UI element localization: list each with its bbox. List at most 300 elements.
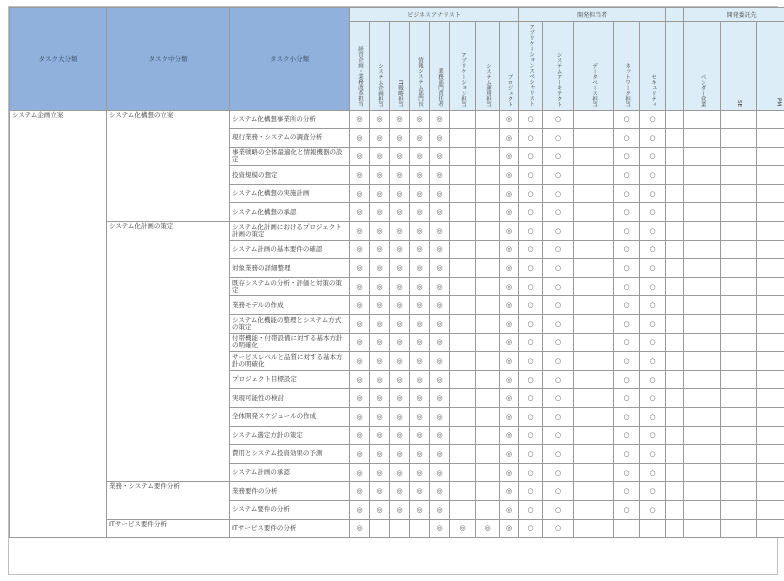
- mark-cell: [450, 110, 476, 129]
- mark-cell: ◎: [410, 389, 430, 408]
- mark-cell: [450, 129, 476, 148]
- mark-cell: ○: [519, 352, 543, 371]
- mark-cell: [476, 352, 500, 371]
- header-minor: タスク小分類: [230, 8, 350, 111]
- mark-cell: ○: [614, 110, 640, 129]
- mark-cell: ○: [543, 333, 574, 352]
- mark-cell: [721, 296, 757, 315]
- mark-cell: [574, 147, 614, 166]
- mark-cell: [721, 500, 757, 519]
- mark-cell: [574, 110, 614, 129]
- mark-cell: [666, 110, 684, 129]
- mark-cell: ◎: [500, 203, 519, 222]
- mark-cell: ◎: [410, 463, 430, 482]
- mark-cell: [721, 277, 757, 296]
- mark-cell: ○: [614, 500, 640, 519]
- mark-cell: ◎: [370, 110, 390, 129]
- mark-cell: [757, 519, 784, 538]
- mark-cell: ◎: [370, 500, 390, 519]
- mark-cell: ◎: [350, 277, 370, 296]
- vendor-col-1: [721, 22, 757, 111]
- mark-cell: ◎: [350, 352, 370, 371]
- mark-cell: ○: [640, 240, 666, 259]
- dev-col-4: [640, 22, 666, 111]
- mark-cell: [721, 110, 757, 129]
- mark-cell: ○: [519, 129, 543, 148]
- cell-minor: 対象業務の詳細整理: [230, 259, 350, 278]
- mark-cell: [684, 463, 721, 482]
- mark-cell: ◎: [370, 352, 390, 371]
- mark-cell: ○: [519, 240, 543, 259]
- mark-cell: ◎: [410, 426, 430, 445]
- mark-cell: [684, 240, 721, 259]
- business-col-3: [410, 22, 430, 111]
- mark-cell: ◎: [370, 426, 390, 445]
- mark-cell: ◎: [410, 222, 430, 241]
- mark-cell: ◎: [430, 315, 450, 334]
- mark-cell: [721, 184, 757, 203]
- mark-cell: [476, 445, 500, 464]
- mark-cell: [721, 333, 757, 352]
- mark-cell: [476, 203, 500, 222]
- mark-cell: ◎: [500, 166, 519, 185]
- mark-cell: ◎: [390, 482, 410, 501]
- mark-cell: ○: [519, 259, 543, 278]
- cell-minor: ITサービス要件の分析: [230, 519, 350, 538]
- mark-cell: ○: [543, 296, 574, 315]
- mark-cell: [757, 296, 784, 315]
- mark-cell: ○: [614, 408, 640, 427]
- mark-cell: [574, 352, 614, 371]
- mark-cell: ◎: [500, 296, 519, 315]
- mark-cell: ○: [640, 370, 666, 389]
- mark-cell: ○: [640, 315, 666, 334]
- mark-cell: [666, 463, 684, 482]
- mark-cell: [574, 426, 614, 445]
- mark-cell: [450, 482, 476, 501]
- mark-cell: ◎: [350, 445, 370, 464]
- cell-minor: システム化構想の承認: [230, 203, 350, 222]
- gap-col: [666, 22, 684, 111]
- mark-cell: ◎: [390, 147, 410, 166]
- cell-minor: システム化計画におけるプロジェクト計画の策定: [230, 222, 350, 241]
- mark-cell: [757, 352, 784, 371]
- mark-cell: ◎: [370, 333, 390, 352]
- mark-cell: ◎: [410, 277, 430, 296]
- mark-cell: [574, 500, 614, 519]
- cell-major: システム企画立案: [10, 110, 107, 538]
- mark-cell: [450, 315, 476, 334]
- mark-cell: [666, 482, 684, 501]
- mark-cell: [757, 222, 784, 241]
- mark-cell: [721, 203, 757, 222]
- mark-cell: ○: [519, 370, 543, 389]
- mark-cell: [757, 500, 784, 519]
- mark-cell: [721, 463, 757, 482]
- mark-cell: [476, 482, 500, 501]
- task-role-matrix: [9, 7, 784, 538]
- cell-minor: システム化構想の実施計画: [230, 184, 350, 203]
- mark-cell: [476, 147, 500, 166]
- mark-cell: ◎: [430, 147, 450, 166]
- mark-cell: ◎: [500, 240, 519, 259]
- mark-cell: ○: [614, 426, 640, 445]
- business-col-label: 業務部門責任者: [437, 68, 443, 107]
- mark-cell: ◎: [430, 370, 450, 389]
- mark-cell: ◎: [370, 184, 390, 203]
- mark-cell: [666, 352, 684, 371]
- mark-cell: [684, 184, 721, 203]
- mark-cell: ○: [543, 129, 574, 148]
- mark-cell: ◎: [370, 129, 390, 148]
- cell-minor: システム計画の基本要件の確認: [230, 240, 350, 259]
- mark-cell: [574, 333, 614, 352]
- dev-col-3: [614, 22, 640, 111]
- mark-cell: [666, 240, 684, 259]
- mark-cell: ◎: [430, 259, 450, 278]
- mark-cell: [684, 259, 721, 278]
- mark-cell: ◎: [370, 166, 390, 185]
- mark-cell: ◎: [390, 463, 410, 482]
- business-col-4: [430, 22, 450, 111]
- mark-cell: ◎: [390, 240, 410, 259]
- mark-cell: [476, 389, 500, 408]
- mark-cell: [574, 408, 614, 427]
- vendor-col-label: PM: [775, 98, 782, 107]
- mark-cell: ◎: [350, 500, 370, 519]
- mark-cell: ◎: [390, 184, 410, 203]
- mark-cell: [721, 445, 757, 464]
- mark-cell: ◎: [370, 203, 390, 222]
- mark-cell: [574, 277, 614, 296]
- mark-cell: [757, 426, 784, 445]
- header-middle: タスク中分類: [107, 8, 230, 111]
- mark-cell: ○: [640, 333, 666, 352]
- cell-minor: システム計画の承認: [230, 463, 350, 482]
- mark-cell: [684, 296, 721, 315]
- mark-cell: [574, 222, 614, 241]
- mark-cell: ◎: [350, 147, 370, 166]
- mark-cell: ◎: [500, 482, 519, 501]
- mark-cell: ○: [543, 222, 574, 241]
- mark-cell: ○: [543, 277, 574, 296]
- mark-cell: [684, 352, 721, 371]
- mark-cell: ◎: [350, 184, 370, 203]
- mark-cell: ◎: [390, 370, 410, 389]
- mark-cell: [476, 315, 500, 334]
- mark-cell: ◎: [430, 222, 450, 241]
- dev-col-label: アプリケーションスペシャリスト: [528, 24, 535, 107]
- business-col-2: [390, 22, 410, 111]
- mark-cell: [476, 277, 500, 296]
- mark-cell: ○: [519, 277, 543, 296]
- mark-cell: [684, 370, 721, 389]
- mark-cell: ◎: [410, 296, 430, 315]
- mark-cell: [574, 166, 614, 185]
- business-col-1: [370, 22, 390, 111]
- mark-cell: ○: [640, 110, 666, 129]
- dev-col-1: [543, 22, 574, 111]
- group-dev: 開発担当者: [519, 8, 666, 22]
- dev-col-label: セキュリティ: [650, 73, 657, 107]
- cell-minor: 業務モデルの作成: [230, 296, 350, 315]
- mark-cell: [450, 166, 476, 185]
- table-row: [10, 482, 784, 501]
- mark-cell: ○: [640, 259, 666, 278]
- mark-cell: ○: [519, 519, 543, 538]
- mark-cell: [757, 370, 784, 389]
- mark-cell: [684, 315, 721, 334]
- mark-cell: ◎: [390, 166, 410, 185]
- mark-cell: ◎: [390, 500, 410, 519]
- mark-cell: ○: [543, 389, 574, 408]
- mark-cell: ◎: [500, 147, 519, 166]
- business-col-label: 情報システム部門長: [417, 57, 423, 107]
- mark-cell: ◎: [390, 315, 410, 334]
- mark-cell: ◎: [390, 110, 410, 129]
- mark-cell: [666, 147, 684, 166]
- mark-cell: ○: [614, 129, 640, 148]
- mark-cell: ○: [519, 222, 543, 241]
- mark-cell: ○: [519, 500, 543, 519]
- mark-cell: ○: [614, 184, 640, 203]
- mark-cell: ◎: [370, 147, 390, 166]
- mark-cell: ○: [640, 203, 666, 222]
- mark-cell: [757, 333, 784, 352]
- mark-cell: ○: [640, 222, 666, 241]
- mark-cell: [666, 259, 684, 278]
- mark-cell: ◎: [430, 240, 450, 259]
- mark-cell: ◎: [430, 389, 450, 408]
- mark-cell: [666, 203, 684, 222]
- mark-cell: [684, 110, 721, 129]
- mark-cell: [757, 147, 784, 166]
- mark-cell: [574, 445, 614, 464]
- mark-cell: ◎: [430, 408, 450, 427]
- mark-cell: ◎: [350, 426, 370, 445]
- vendor-col-0: [684, 22, 721, 111]
- mark-cell: [757, 277, 784, 296]
- mark-cell: [476, 184, 500, 203]
- mark-cell: ◎: [410, 333, 430, 352]
- dev-col-label: システムアーキテクト: [555, 51, 562, 107]
- mark-cell: [450, 352, 476, 371]
- mark-cell: [476, 296, 500, 315]
- mark-cell: ◎: [500, 408, 519, 427]
- mark-cell: ◎: [410, 259, 430, 278]
- mark-cell: [476, 110, 500, 129]
- mark-cell: [721, 352, 757, 371]
- cell-minor: 投資規模の想定: [230, 166, 350, 185]
- cell-minor: システム化構想事業所の分析: [230, 110, 350, 129]
- cell-minor: システム要件の分析: [230, 500, 350, 519]
- mark-cell: [757, 110, 784, 129]
- cell-minor: システム化機能の整理とシステム方式の策定: [230, 315, 350, 334]
- mark-cell: ◎: [430, 463, 450, 482]
- mark-cell: ○: [543, 445, 574, 464]
- mark-cell: ○: [519, 482, 543, 501]
- mark-cell: [757, 463, 784, 482]
- mark-cell: [476, 240, 500, 259]
- cell-middle: システム化構想の立案: [107, 110, 230, 222]
- mark-cell: ○: [614, 389, 640, 408]
- mark-cell: ◎: [390, 389, 410, 408]
- mark-cell: ○: [640, 500, 666, 519]
- mark-cell: [640, 519, 666, 538]
- mark-cell: ◎: [410, 500, 430, 519]
- mark-cell: [684, 222, 721, 241]
- mark-cell: [684, 166, 721, 185]
- mark-cell: [450, 445, 476, 464]
- mark-cell: ◎: [410, 203, 430, 222]
- mark-cell: ◎: [500, 259, 519, 278]
- mark-cell: ○: [543, 370, 574, 389]
- mark-cell: ○: [543, 352, 574, 371]
- business-col-label: プロジェクト: [506, 73, 513, 107]
- mark-cell: [450, 408, 476, 427]
- mark-cell: ◎: [410, 166, 430, 185]
- cell-minor: 全体開発スケジュールの作成: [230, 408, 350, 427]
- mark-cell: [757, 259, 784, 278]
- dev-col-2: [574, 22, 614, 111]
- mark-cell: ◎: [410, 482, 430, 501]
- mark-cell: ○: [519, 389, 543, 408]
- mark-cell: ◎: [350, 203, 370, 222]
- mark-cell: [574, 184, 614, 203]
- mark-cell: ◎: [500, 277, 519, 296]
- business-col-label: アプリケーション担当: [460, 51, 466, 107]
- mark-cell: ◎: [500, 222, 519, 241]
- mark-cell: ◎: [476, 519, 500, 538]
- mark-cell: ◎: [500, 352, 519, 371]
- mark-cell: ◎: [350, 370, 370, 389]
- mark-cell: ○: [519, 147, 543, 166]
- mark-cell: [666, 333, 684, 352]
- mark-cell: ○: [519, 333, 543, 352]
- mark-cell: ◎: [430, 352, 450, 371]
- mark-cell: [614, 519, 640, 538]
- cell-minor: 事業戦略の全体最適化と情報機器の設定: [230, 147, 350, 166]
- mark-cell: ○: [519, 315, 543, 334]
- mark-cell: ◎: [500, 184, 519, 203]
- mark-cell: ◎: [410, 110, 430, 129]
- mark-cell: [450, 463, 476, 482]
- mark-cell: ○: [614, 296, 640, 315]
- mark-cell: ○: [543, 482, 574, 501]
- mark-cell: ◎: [370, 296, 390, 315]
- cell-minor: 既存システムの分析・評価と対策の策定: [230, 277, 350, 296]
- mark-cell: ◎: [350, 519, 370, 538]
- mark-cell: [574, 389, 614, 408]
- mark-cell: [757, 408, 784, 427]
- vendor-col-label: SE: [736, 99, 743, 107]
- mark-cell: ◎: [430, 129, 450, 148]
- table-row: [10, 222, 784, 241]
- mark-cell: ◎: [370, 259, 390, 278]
- mark-cell: [721, 370, 757, 389]
- mark-cell: [666, 222, 684, 241]
- cell-middle: ITサービス要件分析: [107, 519, 230, 538]
- mark-cell: [390, 519, 410, 538]
- mark-cell: [574, 370, 614, 389]
- business-col-label: システム企画担当: [377, 62, 383, 107]
- mark-cell: ◎: [500, 110, 519, 129]
- mark-cell: ○: [543, 426, 574, 445]
- mark-cell: ○: [614, 482, 640, 501]
- mark-cell: ◎: [390, 426, 410, 445]
- mark-cell: [476, 500, 500, 519]
- mark-cell: ○: [519, 110, 543, 129]
- mark-cell: [666, 445, 684, 464]
- mark-cell: [757, 315, 784, 334]
- mark-cell: ○: [543, 408, 574, 427]
- mark-cell: ○: [640, 445, 666, 464]
- mark-cell: [721, 240, 757, 259]
- mark-cell: ○: [543, 240, 574, 259]
- mark-cell: ◎: [390, 277, 410, 296]
- group-vendor: 開発委託先: [684, 8, 784, 22]
- mark-cell: ○: [543, 500, 574, 519]
- mark-cell: ◎: [430, 482, 450, 501]
- business-col-label: システム運用担当: [485, 62, 491, 107]
- mark-cell: ○: [519, 463, 543, 482]
- mark-cell: [684, 500, 721, 519]
- mark-cell: [666, 296, 684, 315]
- mark-cell: [574, 203, 614, 222]
- mark-cell: [757, 445, 784, 464]
- mark-cell: [721, 259, 757, 278]
- mark-cell: ◎: [410, 147, 430, 166]
- mark-cell: [666, 426, 684, 445]
- mark-cell: ○: [614, 277, 640, 296]
- mark-cell: [721, 129, 757, 148]
- mark-cell: [721, 166, 757, 185]
- mark-cell: ◎: [370, 240, 390, 259]
- cell-minor: システム選定方針の策定: [230, 426, 350, 445]
- cell-minor: 実現可能性の検討: [230, 389, 350, 408]
- mark-cell: [476, 129, 500, 148]
- mark-cell: [666, 129, 684, 148]
- mark-cell: ◎: [410, 445, 430, 464]
- mark-cell: [666, 277, 684, 296]
- business-col-6: [476, 22, 500, 111]
- mark-cell: [450, 203, 476, 222]
- mark-cell: [721, 426, 757, 445]
- vendor-col-label: ベンダー営業: [699, 73, 706, 107]
- business-col-label: 経営企画・業務改革担当: [357, 46, 363, 107]
- mark-cell: ○: [614, 315, 640, 334]
- mark-cell: ◎: [430, 445, 450, 464]
- mark-cell: ◎: [410, 240, 430, 259]
- mark-cell: [757, 482, 784, 501]
- mark-cell: ◎: [350, 296, 370, 315]
- dev-col-label: データベース担当: [591, 62, 598, 107]
- mark-cell: ◎: [390, 445, 410, 464]
- mark-cell: ○: [614, 147, 640, 166]
- mark-cell: ◎: [430, 166, 450, 185]
- mark-cell: ◎: [350, 240, 370, 259]
- mark-cell: [684, 445, 721, 464]
- cell-minor: 業務要件の分析: [230, 482, 350, 501]
- mark-cell: [450, 222, 476, 241]
- mark-cell: ◎: [500, 519, 519, 538]
- mark-cell: ◎: [390, 333, 410, 352]
- mark-cell: ◎: [370, 389, 390, 408]
- spreadsheet: [8, 6, 782, 575]
- cell-middle: システム化計画の策定: [107, 222, 230, 482]
- mark-cell: ○: [640, 389, 666, 408]
- mark-cell: [476, 408, 500, 427]
